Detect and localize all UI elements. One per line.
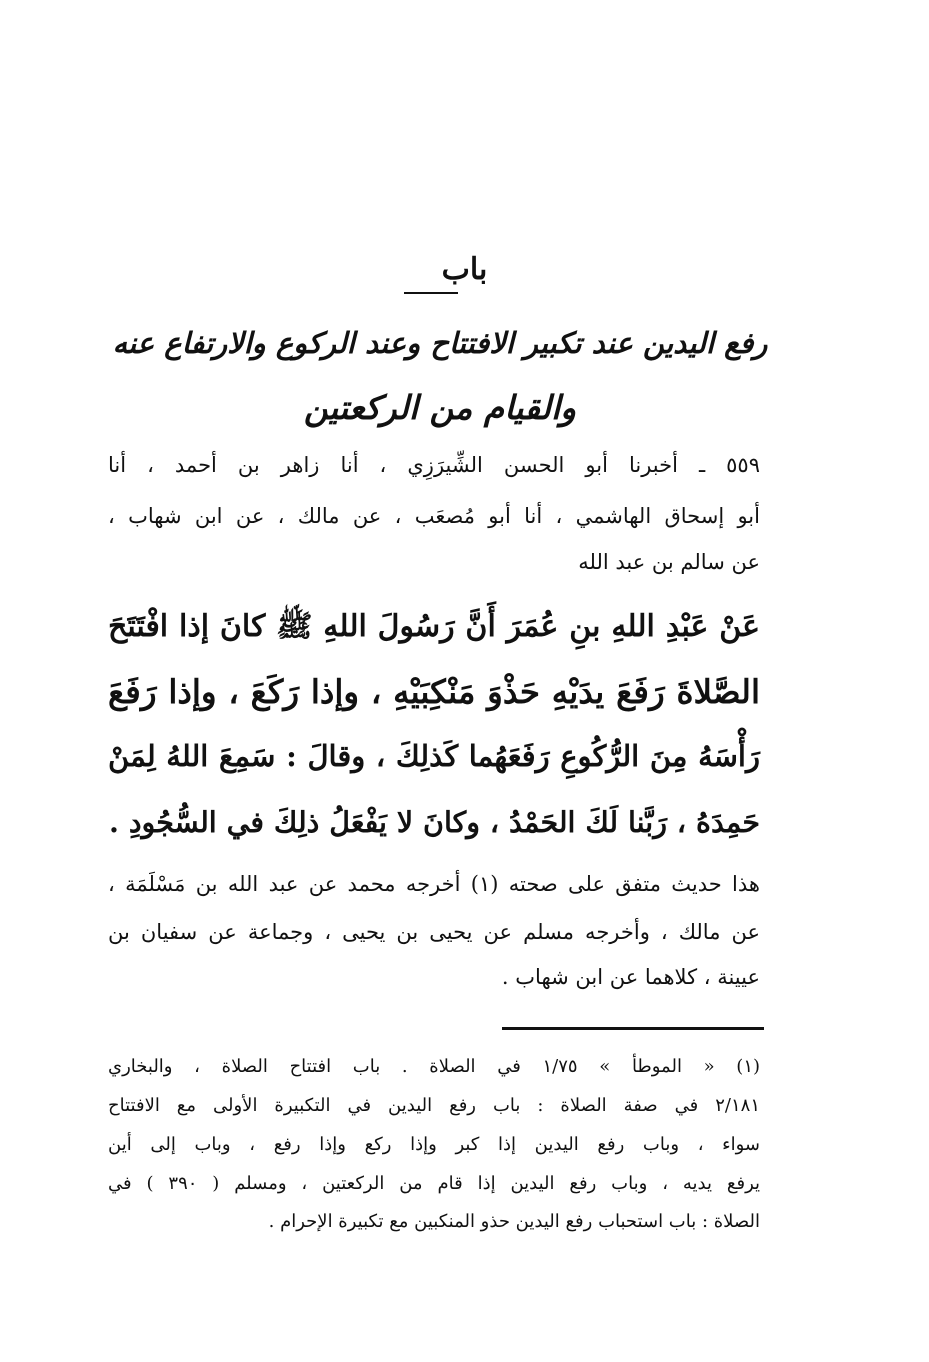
isnad-line-2: أبو إسحاق الهاشمي ، أنا أبو مُصعَب ، عن مالك ، عن ابن شهاب ، — [108, 504, 760, 528]
chapter-label: باب — [441, 252, 488, 287]
footnote-line-5: الصلاة : باب استحباب رفع اليدين حذو المنكبين مع تكبيرة الإحرام . — [268, 1211, 760, 1232]
commentary-line-2: عن مالك ، وأخرجه مسلم عن يحيى بن يحيى ، وجماعة عن سفيان بن — [108, 920, 760, 944]
footnote-line-1: (١) « الموطأ » ١/٧٥ في الصلاة . باب افتتاح الصلاة ، والبخاري — [108, 1056, 761, 1077]
commentary-line-1: هذا حديث متفق على صحته (١) أخرجه محمد عن عبد الله بن مَسْلَمَة ، — [108, 872, 760, 896]
matn-line-4: حَمِدَهُ ، رَبَّنا لَكَ الحَمْدُ ، وكانَ لا يَفْعَلُ ذلِكَ في السُّجُودِ . — [109, 805, 760, 839]
footnote-line-2: ٢/١٨١ في صفة الصلاة : باب رفع اليدين في التكبيرة الأولى مع الافتتاح — [108, 1095, 760, 1116]
matn-line-3: رَأْسَهُ مِنَ الرُّكُوعِ رَفَعَهُما كَذلِكَ ، وقالَ : سَمِعَ اللهُ لِمَنْ — [108, 739, 760, 773]
footnote-line-3: سواء ، وباب رفع اليدين إذا كبر وإذا ركع وإذا رفع ، وباب إلى أين — [108, 1134, 760, 1155]
chapter-title-line-1: رفع اليدين عند تكبير الافتتاح وعند الركوع والارتفاع عنه — [112, 326, 768, 360]
chapter-title-line-2: والقيام من الركعتين — [303, 388, 577, 427]
footnote-line-4: يرفع يديه ، وباب رفع اليدين إذا قام من الركعتين ، ومسلم ( ٣٩٠ ) في — [108, 1173, 761, 1194]
isnad-line-3: عن سالم بن عبد الله — [578, 550, 760, 574]
matn-line-1: عَنْ عَبْدِ اللهِ بنِ عُمَرَ أَنَّ رَسُولَ اللهِ ﷺ كانَ إذا افْتَتَحَ — [108, 609, 760, 644]
footnote-separator — [502, 1027, 764, 1030]
commentary-line-3: عيينة ، كلاهما عن ابن شهاب . — [501, 965, 760, 989]
chapter-label-underline — [404, 292, 458, 294]
matn-line-2: الصَّلاةَ رَفَعَ يدَيْهِ حَذْوَ مَنْكِبَيْهِ ، وإذا رَكَعَ ، وإذا رَفَعَ — [108, 672, 760, 711]
isnad-line-1: ٥٥٩ ـ أخبرنا أبو الحسن الشِّيرَزِي ، أنا زاهر بن أحمد ، أنا — [108, 453, 760, 477]
